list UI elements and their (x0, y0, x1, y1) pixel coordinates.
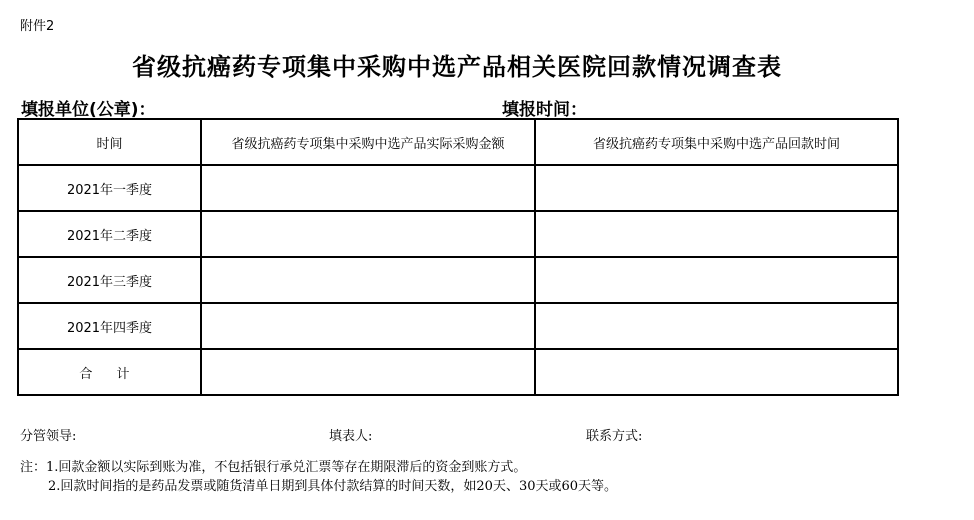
page-title: 省级抗癌药专项集中采购中选产品相关医院回款情况调查表 (132, 53, 782, 81)
header-payment-time: 省级抗癌药专项集中采购中选产品回款时间 (535, 119, 898, 165)
period-cell: 2021年三季度 (18, 257, 201, 303)
period-cell: 2021年一季度 (18, 165, 201, 211)
payment-time-cell[interactable] (535, 303, 898, 349)
amount-cell[interactable] (201, 211, 535, 257)
survey-table (17, 118, 899, 396)
total-payment-time-cell[interactable] (535, 349, 898, 395)
total-label-cell: 合 计 (18, 349, 201, 395)
amount-cell[interactable] (201, 303, 535, 349)
period-cell: 2021年二季度 (18, 211, 201, 257)
amount-cell[interactable] (201, 257, 535, 303)
table-row (18, 165, 898, 211)
header-amount: 省级抗癌药专项集中采购中选产品实际采购金额 (201, 119, 535, 165)
table-total-row (18, 349, 898, 395)
contact-label: 联系方式: (586, 429, 643, 444)
fill-time-label: 填报时间： (502, 100, 587, 120)
note-2: 2.回款时间指的是药品发票或随货清单日期到具体付款结算的时间天数，如20天、30天或60天等。 (48, 479, 618, 494)
leader-label: 分管领导: (20, 429, 77, 444)
attachment-label: 附件2 (20, 19, 55, 34)
period-cell: 2021年四季度 (18, 303, 201, 349)
header-period: 时间 (18, 119, 201, 165)
payment-time-cell[interactable] (535, 211, 898, 257)
amount-cell[interactable] (201, 165, 535, 211)
filler-label: 填表人: (329, 429, 373, 444)
table-row (18, 303, 898, 349)
table-header-row (18, 119, 898, 165)
total-amount-cell[interactable] (201, 349, 535, 395)
table-row (18, 257, 898, 303)
payment-time-cell[interactable] (535, 165, 898, 211)
table-row (18, 211, 898, 257)
fill-unit-label: 填报单位(公章)： (21, 100, 156, 120)
payment-time-cell[interactable] (535, 257, 898, 303)
notes-block (20, 458, 617, 496)
note-1: 注：1.回款金额以实际到账为准，不包括银行承兑汇票等存在期限滞后的资金到账方式。 (20, 460, 527, 475)
